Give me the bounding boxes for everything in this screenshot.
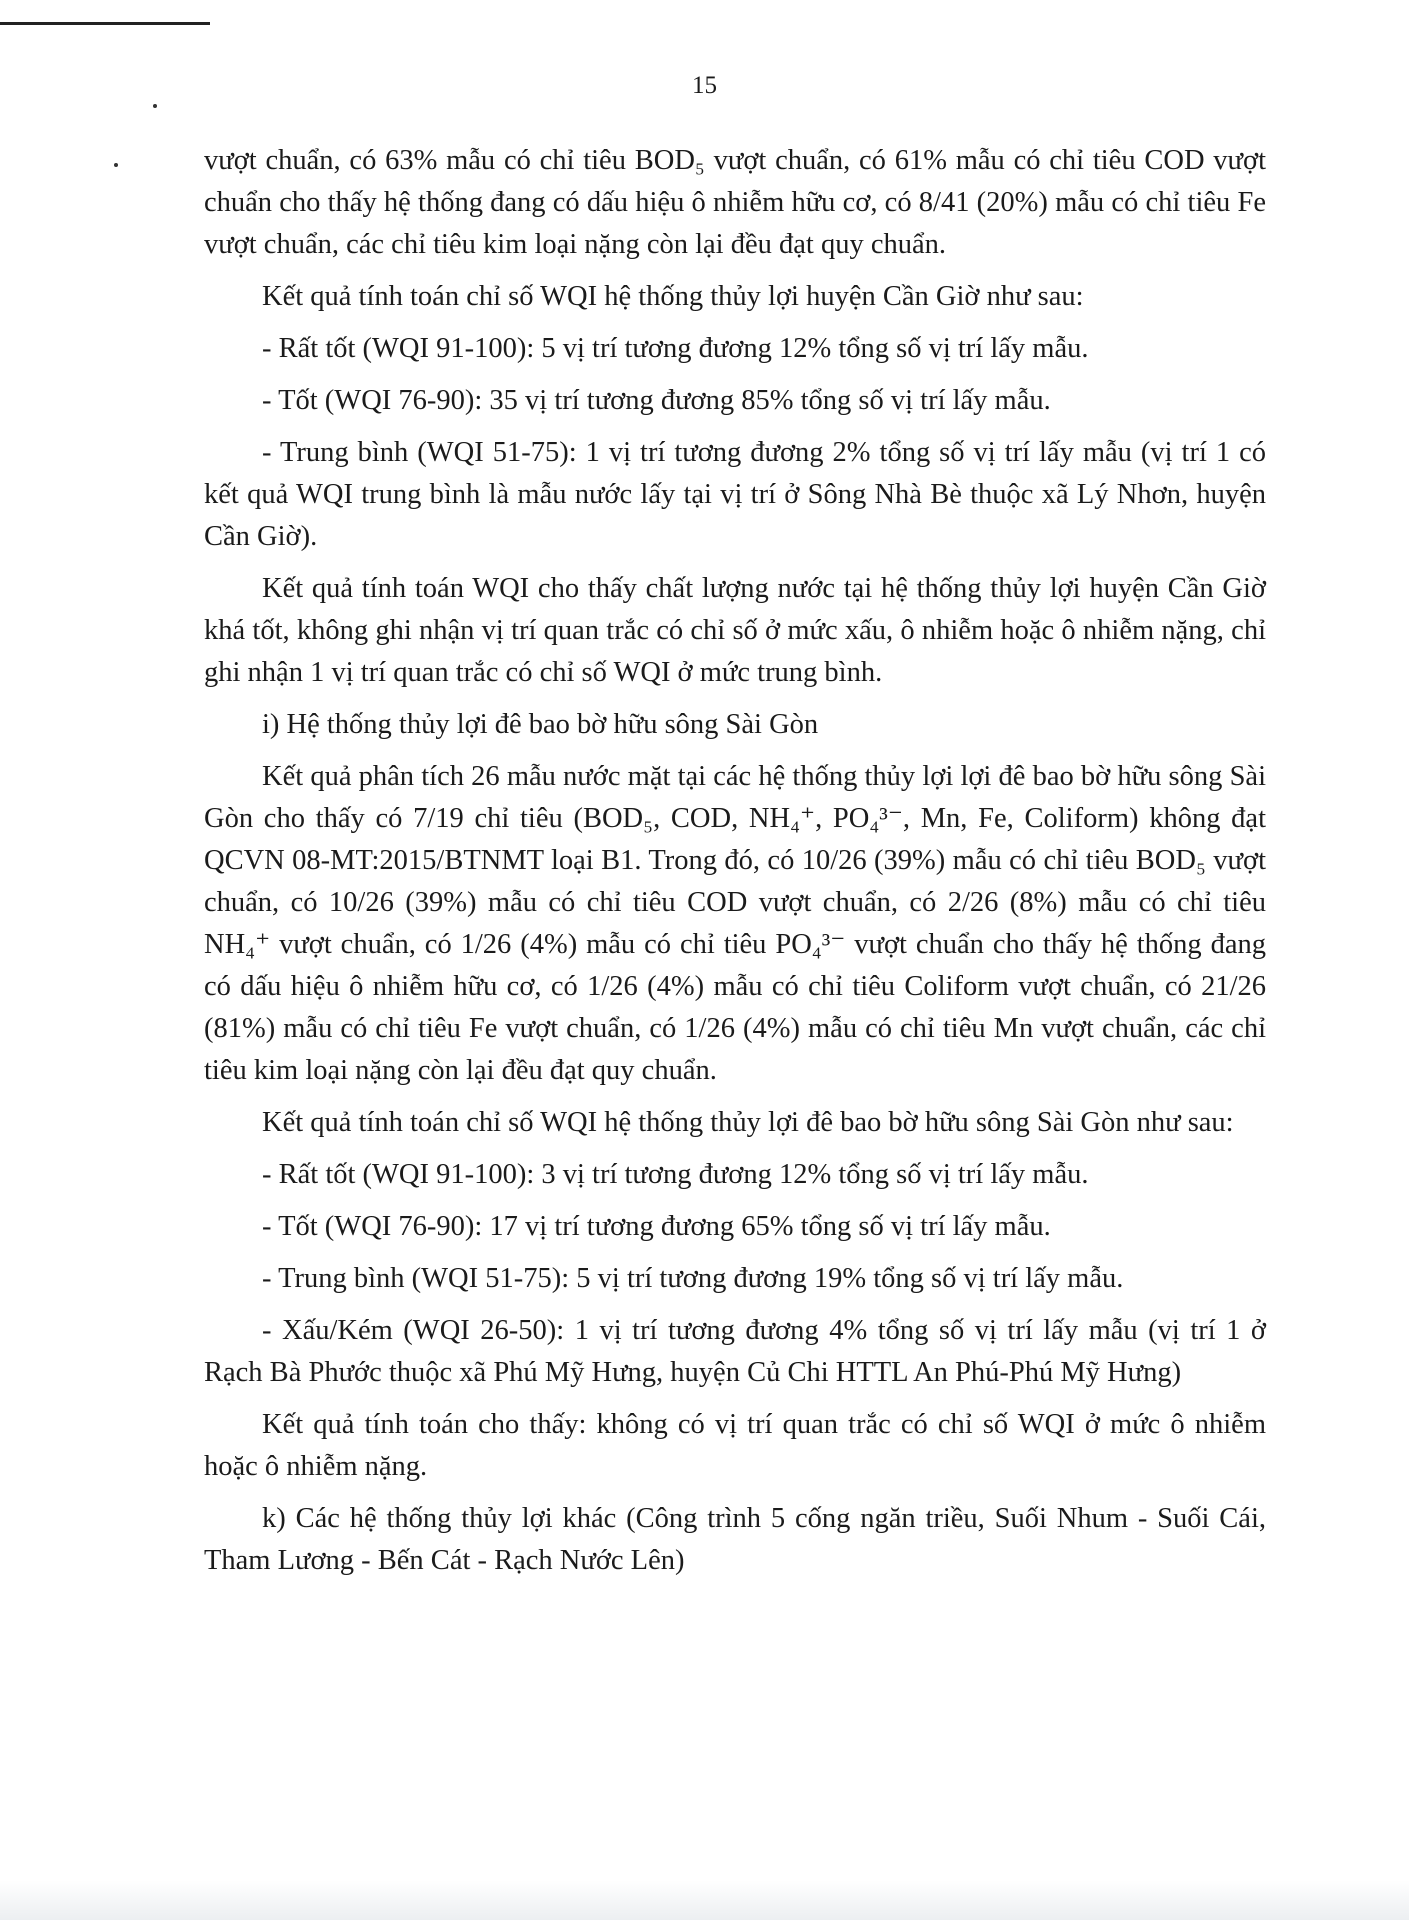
paragraph: vượt chuẩn, có 63% mẫu có chỉ tiêu BOD₅ vượt chuẩn, có 61% mẫu có chỉ tiêu COD vượt chuẩn cho thấy hệ thống đang có dấu hiệu ô nhiễm hữu cơ, có 8/41 (20%) mẫu có chỉ tiêu Fe vượt chuẩn, các chỉ tiêu kim loại nặng còn lại đều đạt quy chuẩn.: [204, 145, 1266, 260]
page-number: 15: [692, 72, 717, 99]
top-rule: [0, 22, 210, 25]
scan-edge: [0, 1880, 1409, 1920]
scan-dot: [153, 104, 157, 108]
section-heading: i) Hệ thống thủy lợi đê bao bờ hữu sông Sài Gòn: [262, 709, 819, 740]
list-item: - Xấu/Kém (WQI 26-50): 1 vị trí tương đương 4% tổng số vị trí lấy mẫu (vị trí 1 ở Rạch Bà Phước thuộc xã Phú Mỹ Hưng, huyện Củ Chi HTTL An Phú-Phú Mỹ Hưng): [204, 1315, 1266, 1388]
paragraph: Kết quả tính toán cho thấy: không có vị trí quan trắc có chỉ số WQI ở mức ô nhiễm hoặc ô nhiễm nặng.: [204, 1409, 1266, 1482]
list-item: - Tốt (WQI 76-90): 35 vị trí tương đương 85% tổng số vị trí lấy mẫu.: [262, 385, 1051, 416]
list-item: - Rất tốt (WQI 91-100): 5 vị trí tương đương 12% tổng số vị trí lấy mẫu.: [262, 333, 1089, 364]
paragraph: Kết quả tính toán chỉ số WQI hệ thống thủy lợi đê bao bờ hữu sông Sài Gòn như sau:: [262, 1107, 1234, 1138]
list-item: - Rất tốt (WQI 91-100): 3 vị trí tương đương 12% tổng số vị trí lấy mẫu.: [262, 1159, 1089, 1190]
paragraph: Kết quả tính toán WQI cho thấy chất lượng nước tại hệ thống thủy lợi huyện Cần Giờ khá tốt, không ghi nhận vị trí quan trắc có chỉ số ở mức xấu, ô nhiễm hoặc ô nhiễm nặng, chỉ ghi nhận 1 vị trí quan trắc có chỉ số WQI ở mức trung bình.: [204, 573, 1266, 688]
paragraph: Kết quả tính toán chỉ số WQI hệ thống thủy lợi huyện Cần Giờ như sau:: [262, 281, 1084, 312]
section-heading: k) Các hệ thống thủy lợi khác (Công trình 5 cống ngăn triều, Suối Nhum - Suối Cái, Tham Lương - Bến Cát - Rạch Nước Lên): [204, 1503, 1266, 1576]
scan-dot: [114, 163, 118, 167]
list-item: - Tốt (WQI 76-90): 17 vị trí tương đương 65% tổng số vị trí lấy mẫu.: [262, 1211, 1051, 1242]
list-item: - Trung bình (WQI 51-75): 1 vị trí tương đương 2% tổng số vị trí lấy mẫu (vị trí 1 có kết quả WQI trung bình là mẫu nước lấy tại vị trí ở Sông Nhà Bè thuộc xã Lý Nhơn, huyện Cần Giờ).: [204, 437, 1266, 552]
document-body: [204, 140, 1266, 1592]
list-item: - Trung bình (WQI 51-75): 5 vị trí tương đương 19% tổng số vị trí lấy mẫu.: [262, 1263, 1124, 1294]
paragraph: Kết quả phân tích 26 mẫu nước mặt tại các hệ thống thủy lợi lợi đê bao bờ hữu sông Sài Gòn cho thấy có 7/19 chỉ tiêu (BOD₅, COD, NH₄⁺, PO₄³⁻, Mn, Fe, Coliform) không đạt QCVN 08-MT:2015/BTNMT loại B1. Trong đó, có 10/26 (39%) mẫu có chỉ tiêu BOD₅ vượt chuẩn, có 10/26 (39%) mẫu có chỉ tiêu COD vượt chuẩn, có 2/26 (8%) mẫu có chỉ tiêu NH₄⁺ vượt chuẩn, có 1/26 (4%) mẫu có chỉ tiêu PO₄³⁻ vượt chuẩn cho thấy hệ thống đang có dấu hiệu ô nhiễm hữu cơ, có 1/26 (4%) mẫu có chỉ tiêu Coliform vượt chuẩn, có 21/26 (81%) mẫu có chỉ tiêu Fe vượt chuẩn, có 1/26 (4%) mẫu có chỉ tiêu Mn vượt chuẩn, các chỉ tiêu kim loại nặng còn lại đều đạt quy chuẩn.: [204, 761, 1266, 1086]
